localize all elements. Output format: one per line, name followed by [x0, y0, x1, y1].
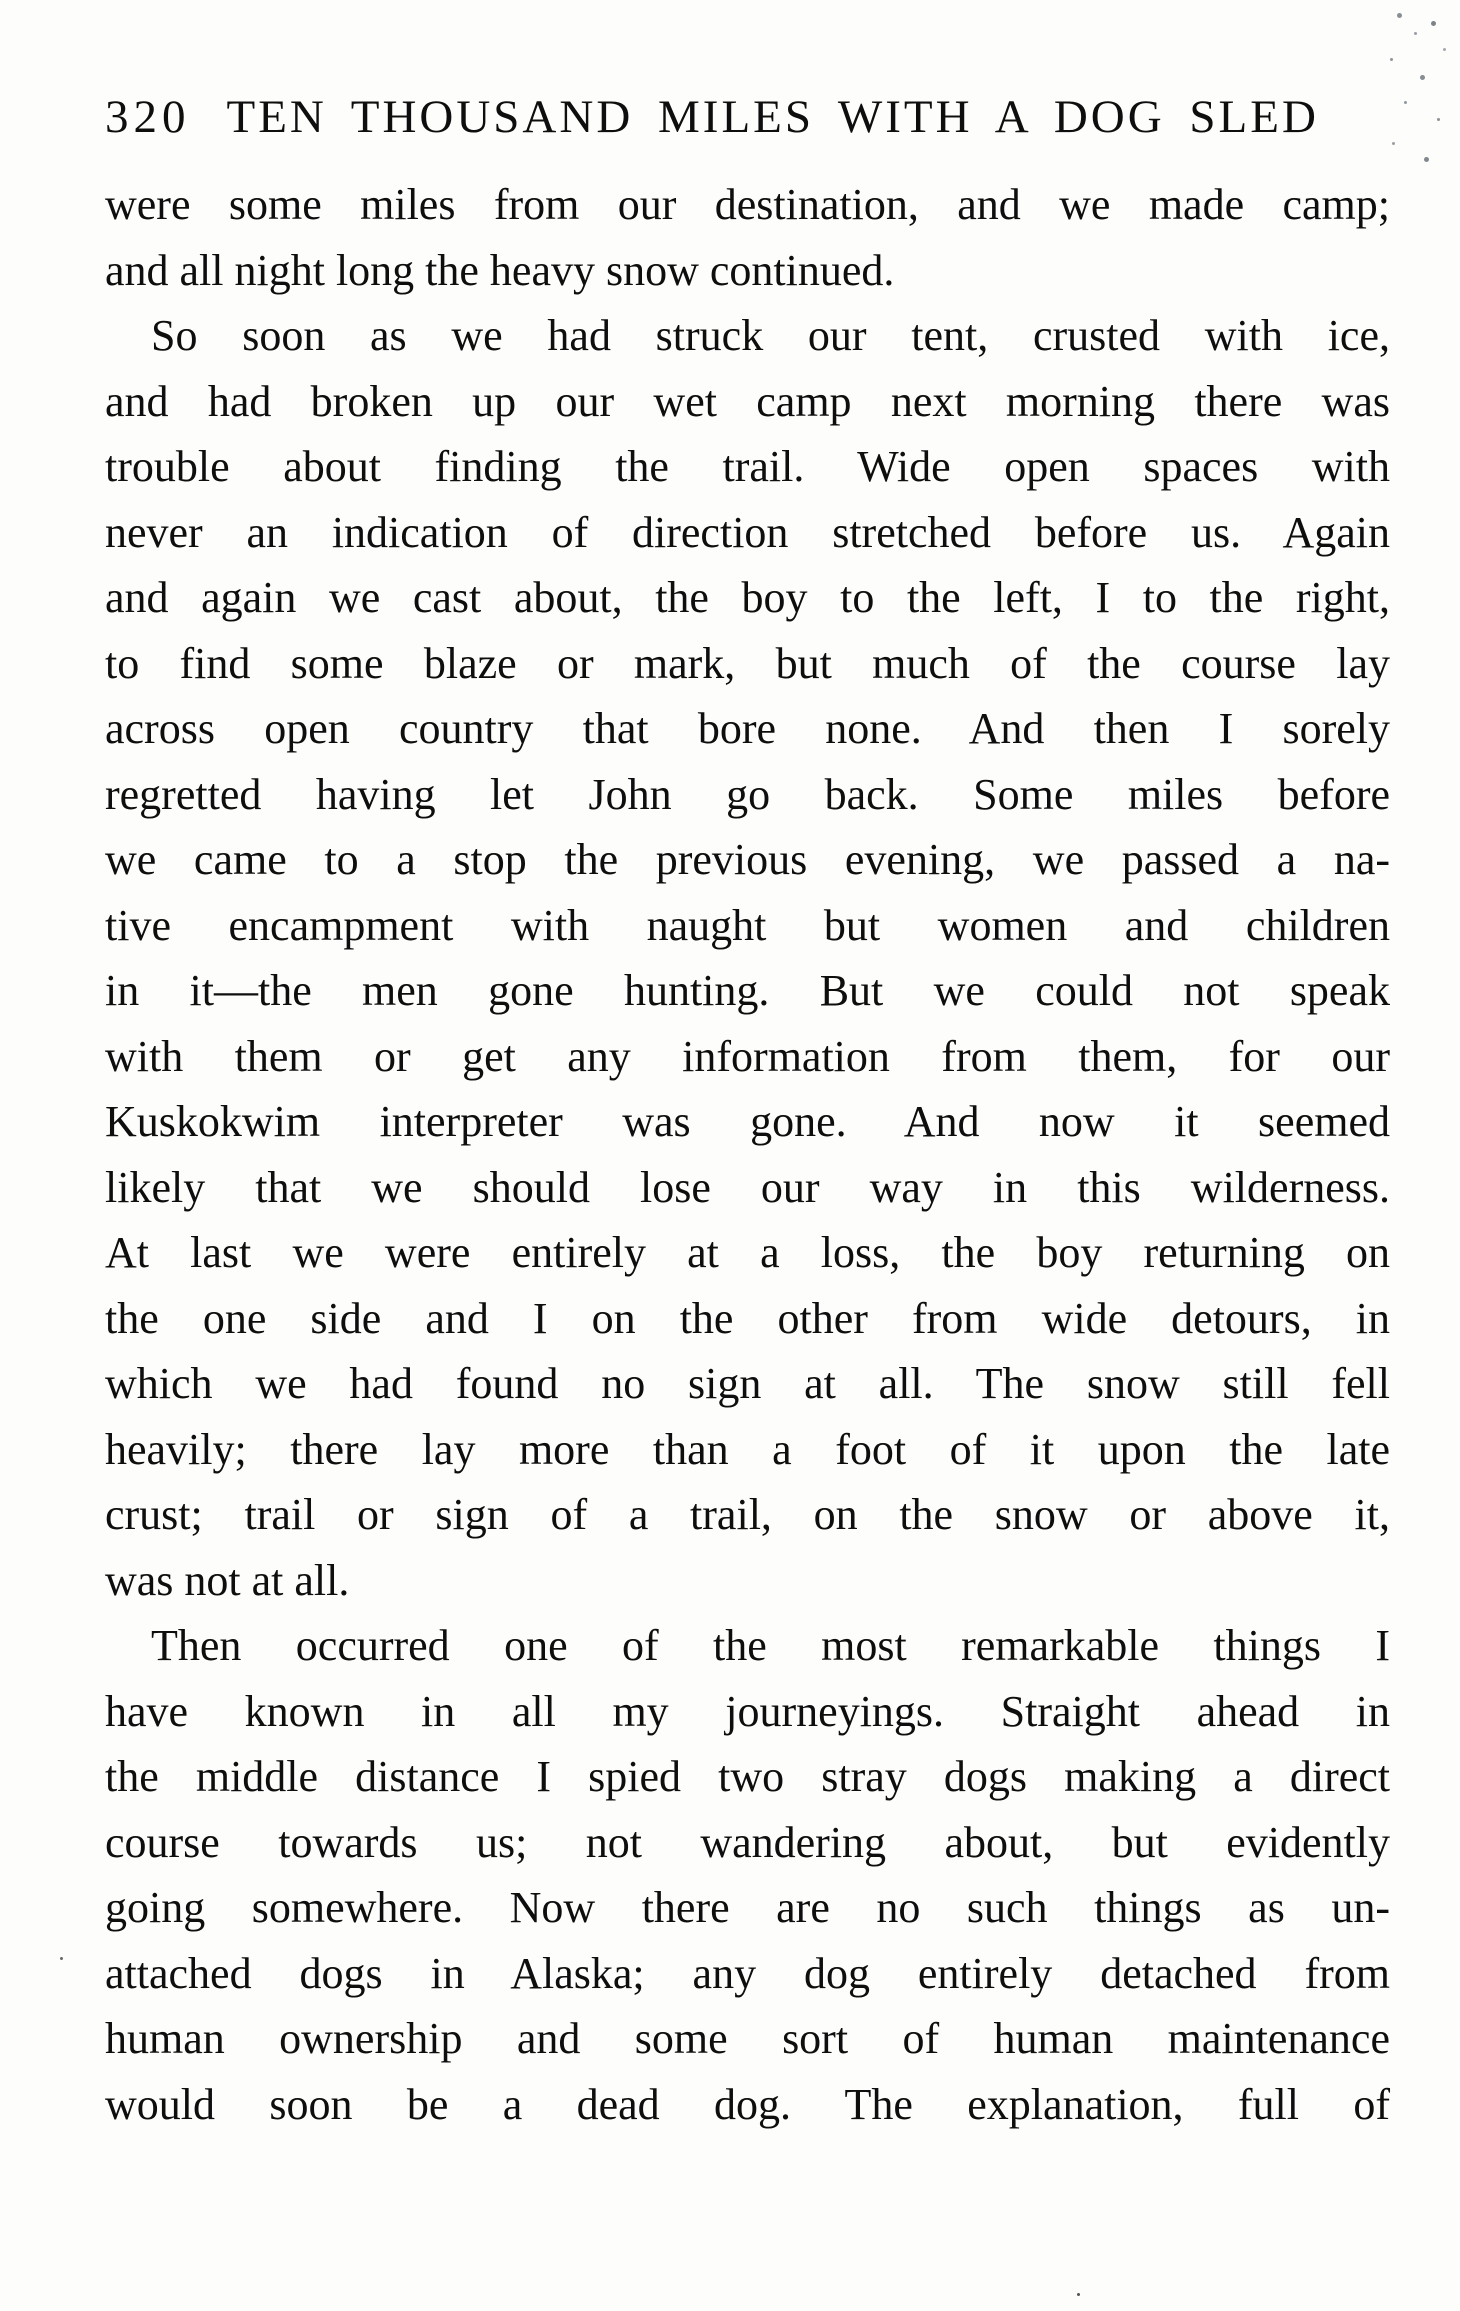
text-line: human ownership and some sort of human maintenance	[105, 2014, 1390, 2063]
text-line: never an indication of direction stretched before us. Again	[105, 507, 1390, 557]
text-line: So soon as we had struck our tent, crusted with ice,	[151, 311, 1390, 360]
scan-noise-specks	[0, 0, 3, 3]
text-line: have known in all my journeyings. Straight ahead in	[105, 1686, 1390, 1736]
text-line: At last we were entirely at a loss, the boy returning on	[105, 1228, 1390, 1277]
page-number: 320	[105, 91, 191, 143]
text-line: would soon be a dead dog. The explanation, full of	[105, 2079, 1390, 2129]
text-line: and had broken up our wet camp next morning there was	[105, 376, 1390, 426]
running-header	[0, 0, 1460, 142]
text-line: course towards us; not wandering about, but evidently	[105, 1817, 1390, 1867]
text-line: likely that we should lose our way in this wilderness.	[105, 1162, 1390, 1212]
text-line: which we had found no sign at all. The snow still fell	[105, 1359, 1390, 1408]
text-line: Then occurred one of the most remarkable things I	[151, 1621, 1390, 1670]
text-line: to find some blaze or mark, but much of the course lay	[105, 638, 1390, 688]
text-line: crust; trail or sign of a trail, on the snow or above it,	[105, 1490, 1390, 1539]
running-header-title: TEN THOUSAND MILES WITH A DOG SLED	[226, 91, 1319, 143]
text-line: across open country that bore none. And then I sorely	[105, 704, 1390, 753]
text-line: we came to a stop the previous evening, we passed a na-	[105, 835, 1390, 884]
text-line: heavily; there lay more than a foot of it upon the late	[105, 1424, 1390, 1474]
text-line: tive encampment with naught but women and children	[105, 900, 1390, 950]
text-line: and all night long the heavy snow continued.	[105, 245, 895, 295]
text-line: attached dogs in Alaska; any dog entirely detached from	[105, 1948, 1390, 1998]
text-line: were some miles from our destination, and we made camp;	[105, 180, 1390, 229]
text-line: trouble about finding the trail. Wide open spaces with	[105, 442, 1390, 491]
text-line: in it—the men gone hunting. But we could not speak	[105, 966, 1390, 1015]
text-line: Kuskokwim interpreter was gone. And now it seemed	[105, 1097, 1390, 1146]
text-line: going somewhere. Now there are no such things as un-	[105, 1883, 1390, 1932]
text-line: with them or get any information from them, for our	[105, 1031, 1390, 1081]
text-block	[105, 172, 1390, 2137]
text-line: regretted having let John go back. Some miles before	[105, 769, 1390, 819]
text-line: was not at all.	[105, 1555, 350, 1605]
text-line: the middle distance I spied two stray dogs making a direct	[105, 1752, 1390, 1801]
text-line: and again we cast about, the boy to the left, I to the right,	[105, 573, 1390, 622]
text-line: the one side and I on the other from wide detours, in	[105, 1293, 1390, 1343]
